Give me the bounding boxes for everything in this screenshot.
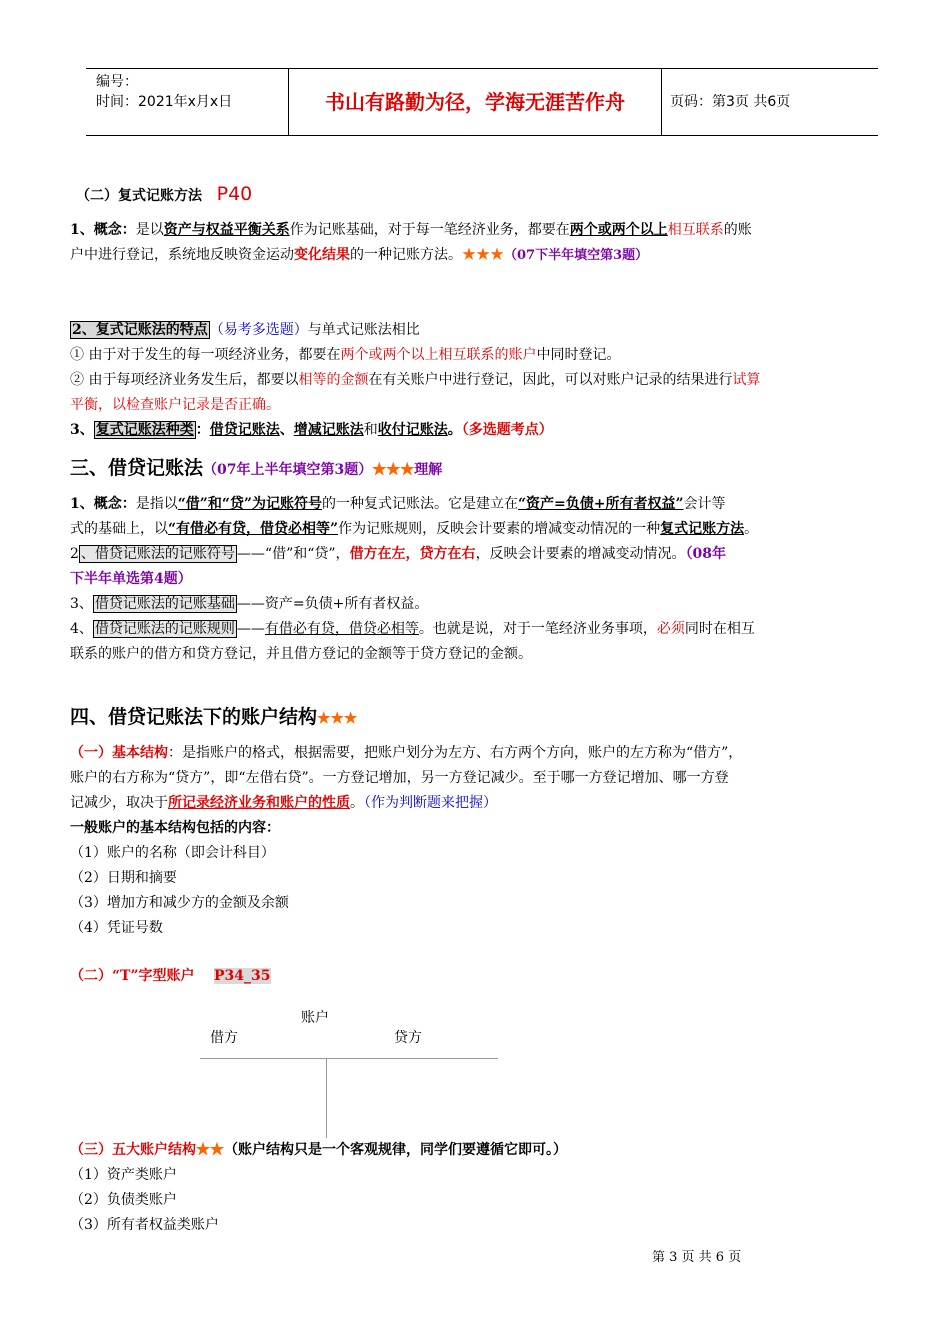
c-t6: 会计等: [683, 496, 726, 512]
sec3-symbol-note2: 下半年单选第4题）: [70, 571, 192, 587]
c-l2-t1: 式的基础上，以: [70, 521, 168, 537]
b-l3-t3: 。: [350, 795, 364, 811]
sec3-rule-line2: 联系的账户的借方和贷方登记，并且借方登记的金额等于贷方登记的金额。: [70, 646, 532, 662]
kinds-note: （多选题考点）: [461, 422, 553, 438]
sec3-suffix: 理解: [414, 462, 443, 478]
concept-t1: 是以: [135, 222, 164, 238]
rule-t6: 必须: [656, 621, 685, 637]
sec2-heading: [76, 182, 252, 209]
s-note1: （08年: [685, 546, 727, 562]
sec3-note: （07年上半年填空第3题）: [203, 462, 373, 478]
general-heading: 一般账户的基本结构包括的内容：: [70, 820, 280, 836]
concept-l2-t1: 户中进行登记，系统地反映资金运动: [70, 247, 294, 263]
f2-t3: 在有关账户中进行登记，因此，可以对账户记录的结果进行: [368, 372, 733, 388]
sec3-base-line: [70, 592, 428, 617]
t-heading: （二）“T”字型账户: [70, 968, 195, 984]
header-number: 编号：: [96, 74, 138, 90]
c-l2-t2: “有借必有贷，借贷必相等”: [168, 521, 339, 537]
b-l3-t1: 记减少，取决于: [70, 795, 168, 811]
c-t3: “借”和“贷”为记账符号: [177, 496, 322, 512]
c-t4: 的一种复式记账法。它是建立在: [321, 496, 518, 512]
five-item-2: （2）负债类账户: [70, 1192, 177, 1208]
sec3-rule-line1: [70, 617, 896, 642]
kinds-t5: 、: [279, 422, 294, 438]
s-t1: 2: [70, 546, 79, 562]
t-account-credit: 贷方: [394, 1030, 422, 1046]
c-l2-t5: 。: [744, 521, 759, 537]
kinds-t9: 。: [447, 422, 462, 438]
t-account-debit: 借方: [210, 1030, 238, 1046]
sec4-basic-line2: 账户的右方称为“贷方”，即“左借右贷”。一方登记增加，另一方登记减少。至于哪一方登记增加、哪一方登: [70, 770, 729, 786]
c-t2: 是指以: [135, 496, 178, 512]
five-item-1: （1）资产类账户: [70, 1167, 177, 1183]
concept-note: （07下半年填空第3题）: [504, 248, 649, 263]
rule-t7: 同时在相互: [684, 621, 755, 637]
kinds-t6: 增减记账法: [293, 422, 364, 438]
kinds-t7: 和: [363, 422, 378, 438]
sec3-concept-line2: [70, 517, 900, 542]
sec4-stars: ★★★: [317, 709, 358, 727]
t-account-diagram: [200, 1004, 500, 1144]
kinds-t8: 收付记账法: [377, 422, 448, 438]
sec3-heading-text: 三、借贷记账法: [70, 457, 204, 479]
five-stars: ★★: [196, 1142, 224, 1158]
rule-t3: ——: [236, 621, 265, 637]
c-t1: 1、概念：: [70, 496, 136, 512]
c-l2-t4: 复式记账方法: [660, 521, 745, 537]
concept-t5: 相互联系: [667, 222, 724, 238]
header-motto: 书山有路勤为径，学海无涯苦作舟: [288, 69, 662, 135]
sec3-stars: ★★★: [372, 462, 415, 478]
c-t5: “资产=负债+所有者权益”: [517, 496, 684, 512]
base-t2: 借贷记账法的记账基础: [94, 596, 235, 612]
header-left: [86, 69, 288, 135]
t-account-title: 账户: [301, 1010, 329, 1026]
kinds-t3: ：: [195, 422, 210, 438]
t-ref: P34_35: [214, 968, 271, 984]
c-l2-t3: 作为记账规则，反映会计要素的增减变动情况的一种: [338, 521, 661, 537]
s-t4: 借方在左，贷方在右: [349, 546, 476, 562]
t-account-vertical-line: [326, 1058, 327, 1138]
concept-t6: 的账: [723, 222, 752, 238]
general-item-3: （3）增加方和减少方的金额及余额: [70, 895, 289, 911]
f2-t1: ② 由于每项经济业务发生后，都要以: [70, 372, 299, 388]
s-t3: ——“借”和“贷”，: [236, 546, 350, 562]
sec3-heading: [70, 453, 442, 485]
b-t2: ：是指账户的格式，根据需要，把账户划分为左方、右方两个方向，账户的左方称为“借方”，: [168, 745, 743, 761]
sec4-heading-text: 四、借贷记账法下的账户结构: [70, 706, 318, 728]
feature-item-2: [70, 368, 896, 393]
kinds-t2: 复式记账法种类: [95, 422, 194, 438]
kinds-t4: 借贷记账法: [209, 422, 280, 438]
sec2-concept-line2: [70, 243, 648, 268]
f1-t3: 中同时登记。: [536, 347, 621, 363]
s-t2: 、借贷记账法的记账符号: [80, 546, 235, 562]
base-t1: 3、: [70, 596, 93, 612]
sec2-feature-line: [70, 318, 420, 343]
sec2-page-ref: P40: [216, 183, 253, 205]
feature-label: 2、复式记账法的特点: [72, 322, 208, 338]
rule-t2: 借贷记账法的记账规则: [94, 621, 235, 637]
sec4-heading: [70, 702, 357, 733]
feature-note: （易考多选题）: [209, 322, 308, 338]
feature-item-2-line2: 平衡，以检查账户记录是否正确。: [70, 397, 280, 413]
sec4-basic-line3: [70, 791, 497, 816]
t-account-horizontal-line: [200, 1058, 498, 1059]
feature-item-1: [70, 343, 620, 368]
five-heading: （三）五大账户结构: [70, 1142, 196, 1158]
sec2-concept-line1: [70, 218, 896, 243]
s-t5: ，反映会计要素的增减变动情况。: [475, 546, 686, 562]
base-t3: ——资产=负债+所有者权益。: [236, 596, 429, 612]
b-t1: （一）基本结构: [70, 745, 168, 761]
concept-l2-t2: 变化结果: [294, 247, 350, 263]
t-account-heading: [70, 964, 271, 989]
kinds-t1: 3、: [70, 422, 94, 438]
general-item-4: （4）凭证号数: [70, 920, 163, 936]
sec2-kinds-line: [70, 418, 553, 443]
five-item-3: （3）所有者权益类账户: [70, 1217, 219, 1233]
feature-tail: 与单式记账法相比: [307, 322, 420, 338]
sec3-concept-line1: [70, 492, 896, 517]
sec3-symbol-line: [70, 542, 900, 567]
header-page-info: 页码：第3页 共6页: [670, 94, 791, 110]
five-note: （账户结构只是一个客观规律，同学们要遵循它即可。）: [224, 1142, 567, 1158]
concept-t4: 两个或两个以上: [569, 222, 668, 238]
sec4-basic-line1: [70, 741, 900, 766]
f1-t2: 两个或两个以上相互联系的账户: [340, 347, 537, 363]
concept-stars: ★★★: [462, 247, 504, 263]
header-date: 时间：2021年x月x日: [96, 94, 233, 110]
rule-t5: 。也就是说，对于一笔经济业务事项，: [418, 621, 657, 637]
f2-t2: 相等的金额: [298, 372, 369, 388]
f2-t4: 试算: [732, 372, 761, 388]
b-l3-t2: 所记录经济业务和账户的性质: [168, 795, 350, 811]
rule-t4: 有借必有贷，借贷必相等: [264, 621, 419, 637]
concept-t3: 作为记账基础，对于每一笔经济业务，都要在: [289, 222, 570, 238]
five-accounts-heading: [70, 1138, 567, 1163]
general-item-2: （2）日期和摘要: [70, 870, 177, 886]
concept-label: 1、概念：: [70, 222, 136, 238]
concept-l2-t3: 的一种记账方法。: [350, 247, 462, 263]
concept-t2: 资产与权益平衡关系: [163, 222, 290, 238]
general-item-1: （1）账户的名称（即会计科目）: [70, 845, 275, 861]
sec2-heading-text: （二）复式记账方法: [76, 188, 202, 204]
page-header: [86, 68, 878, 136]
b-l3-note: （作为判断题来把握）: [364, 795, 497, 811]
rule-t1: 4、: [70, 621, 93, 637]
page-footer: 第 3 页 共 6 页: [652, 1250, 742, 1265]
f1-t1: ① 由于对于发生的每一项经济业务，都要在: [70, 347, 341, 363]
